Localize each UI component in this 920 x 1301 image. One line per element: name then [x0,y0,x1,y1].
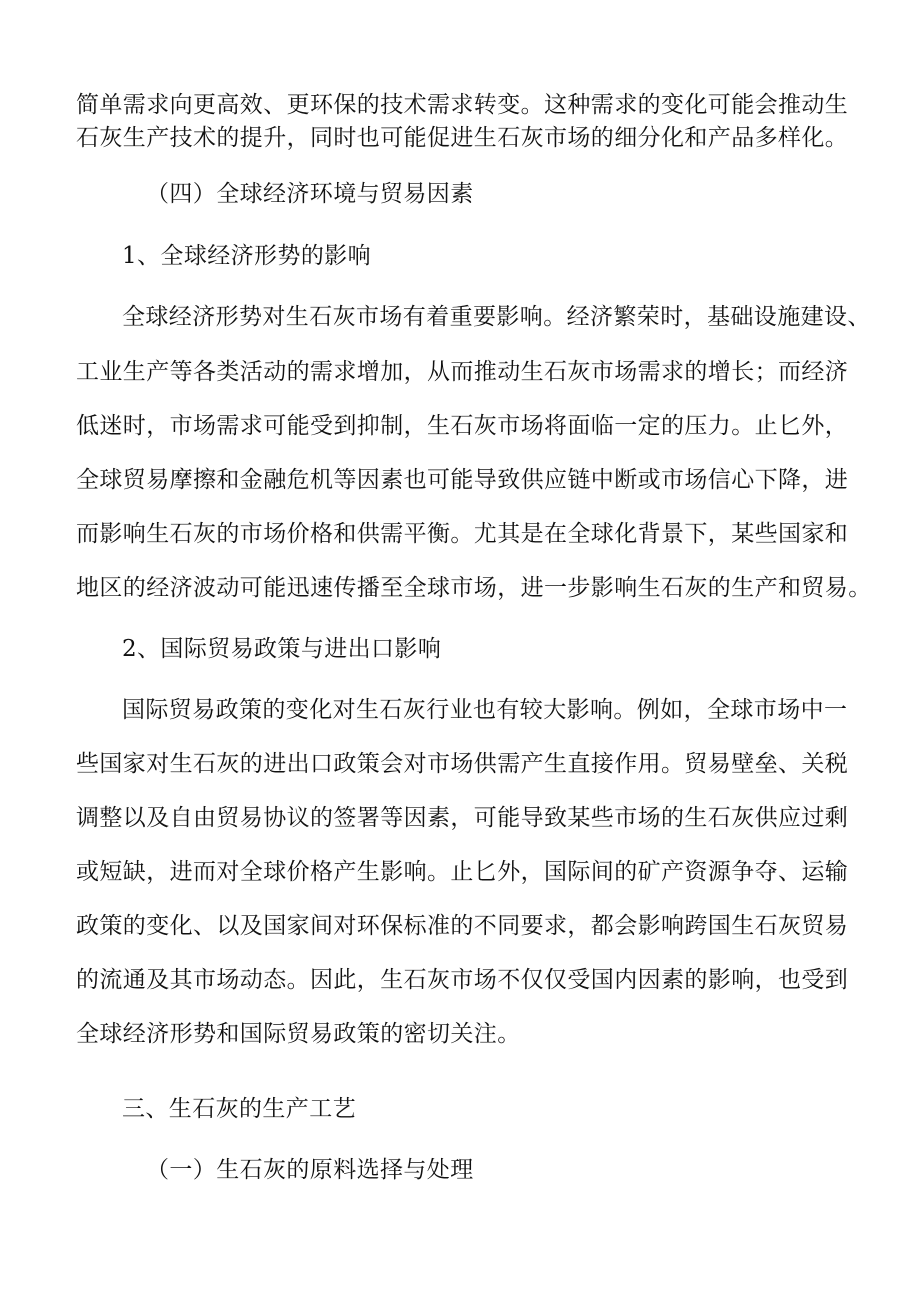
paragraph-line: 石灰生产技术的提升，同时也可能促进生石灰市场的细分化和产品多样化。 [76,125,849,151]
section-heading: （一）生石灰的原料选择与处理 [146,1157,474,1183]
paragraph-line: 政策的变化、以及国家间对环保标准的不同要求，都会影响跨国生石灰贸易 [76,913,849,939]
paragraph-line: 或短缺，进而对全球价格产生影响。止匕外，国际间的矿产资源争夺、运输 [76,859,849,885]
paragraph-line: 的流通及其市场动态。因此，生石灰市场不仅仅受国内因素的影响，也受到 [76,967,849,993]
paragraph-line: 工业生产等各类活动的需求增加，从而推动生石灰市场需求的增长；而经济 [76,359,849,385]
subsection-heading: 2、国际贸易政策与进出口影响 [122,636,442,662]
paragraph-line: 地区的经济波动可能迅速传播至全球市场，进一步影响生石灰的生产和贸易。 [76,575,872,601]
paragraph-line: 些国家对生石灰的进出口政策会对市场供需产生直接作用。贸易壁垒、关税 [76,751,849,777]
paragraph-line: 而影响生石灰的市场价格和供需平衡。尤其是在全球化背景下，某些国家和 [76,521,849,547]
paragraph-line: 全球经济形势对生石灰市场有着重要影响。经济繁荣时，基础设施建设、 [122,304,871,330]
subsection-heading: 1、全球经济形势的影响 [122,243,372,269]
paragraph-line: 低迷时，市场需求可能受到抑制，生石灰市场将面临一定的压力。止匕外， [76,413,849,439]
paragraph-line: 全球经济形势和国际贸易政策的密切关注。 [76,1021,521,1047]
section-heading: （四）全球经济环境与贸易因素 [146,181,474,207]
paragraph-line: 全球贸易摩擦和金融危机等因素也可能导致供应链中断或市场信心下降，进 [76,467,849,493]
chapter-heading: 三、生石灰的生产工艺 [122,1096,356,1122]
paragraph-line: 调整以及自由贸易协议的签署等因素，可能导致某些市场的生石灰供应过剩 [76,805,849,831]
paragraph-line: 简单需求向更高效、更环保的技术需求转变。这种需求的变化可能会推动生 [76,92,849,118]
paragraph-line: 国际贸易政策的变化对生石灰行业也有较大影响。例如，全球市场中一 [122,697,848,723]
